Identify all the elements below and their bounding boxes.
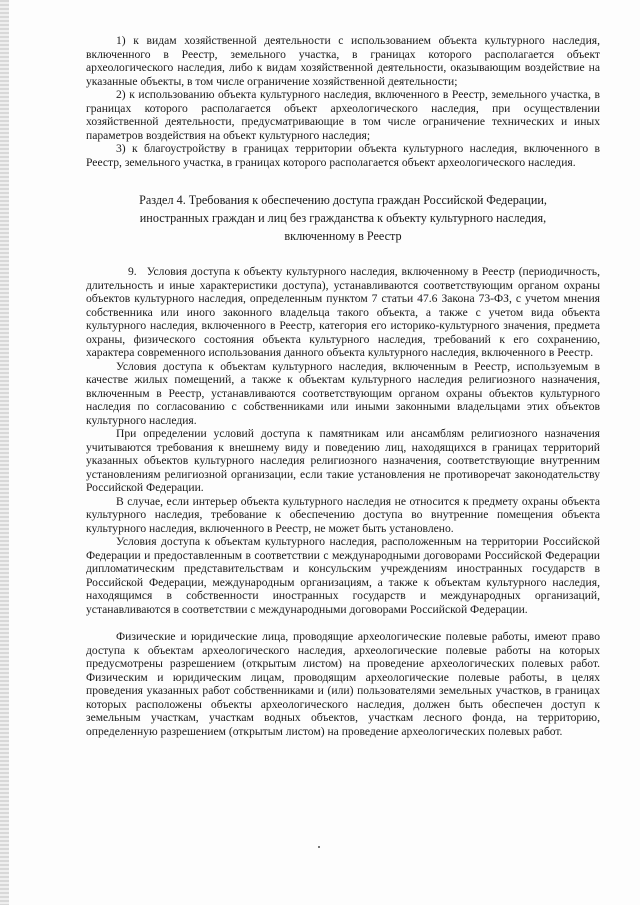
clause-9-text: Условия доступа к объекту культурного наследия, включенному в Реестр (периодичность, длительность и иные характеристики доступа), устанавливаются соответствующим органом охраны объектов культурного наследия, определенным пунктом 7 статьи 47.6 Закона 73-ФЗ, с учетом мнения собственника или иного законного владельца такого объекта, а также с учетом вида объекта культурного наследия, включенного в Реестр, категория его историко-культурного значения, предмета охраны, физического состояния объекта культурного наследия, требований к его сохранению, характера современного использования данного объекта культурного наследия, включенного в Реестр.	[86, 265, 600, 359]
list-item-3: 3) к благоустройству в границах территории объекта культурного наследия, включенного в Реестр, земельного участка, в границах которого располагается объект археологического наследия.	[86, 142, 600, 169]
clause-9	[86, 265, 600, 360]
document-page	[86, 34, 600, 738]
section-heading-line-1: Раздел 4. Требования к обеспечению доступа граждан Российской Федерации,	[139, 193, 547, 207]
paragraph-4: В случае, если интерьер объекта культурного наследия не относится к предмету охраны объекта культурного наследия, требование к обеспечению доступа во внутренние помещения объекта культурного наследия, включенного в Реестр, не может быть установлено.	[86, 494, 600, 535]
paragraph-6: Физические и юридические лица, проводящие археологические полевые работы, имеют право доступа к объектам археологического наследия, археологические полевые работы на которых предусмотрены разрешением (открытым листом) на проведение археологических полевых работ. Физическим и юридическим лицам, проводящим археологические полевые работы, в целях проведения указанных работ собственниками и (или) пользователями земельных участков, в границах которых расположены объекты археологического наследия, должен быть обеспечен доступ к земельным участкам, участкам водных объектов, участкам лесного фонда, на территорию, определенную разрешением (открытым листом) на проведение археологических полевых работ.	[86, 630, 600, 738]
paragraph-2: Условия доступа к объектам культурного наследия, включенным в Реестр, используемым в качестве жилых помещений, а также к объектам культурного наследия религиозного назначения, включенным в Реестр, устанавливаются соответствующим органом охраны объектов культурного наследия по согласованию с собственниками или иными законными владельцами этих объектов культурного наследия.	[86, 359, 600, 427]
section-heading	[86, 191, 600, 245]
paragraph-5: Условия доступа к объектам культурного наследия, расположенным на территории Российской Федерации и предоставленным в соответствии с международными договорами Российской Федерации дипломатическим представительствам и консульским учреждениям иностранных государств в Российской Федерации, международным организациям, а также к объектам культурного наследия, находящимся в собственности иностранных государств и международных организаций, устанавливаются в соответствии с международными договорами Российской Федерации.	[86, 535, 600, 616]
clause-number: 9.	[128, 265, 137, 278]
paragraph-3: При определении условий доступа к памятникам или ансамблям религиозного назначения учитываются требования к внешнему виду и поведению лиц, находящихся в границах территорий указанных объектов культурного наследия религиозного назначения, соответствующие внутренним установлениям религиозной организации, если такие установления не противоречат законодательству Российской Федерации.	[86, 427, 600, 494]
section-heading-line-2: иностранных граждан и лиц без гражданства к объекту культурного наследия,	[139, 211, 547, 225]
list-item-1: 1) к видам хозяйственной деятельности с использованием объекта культурного наследия, включенного в Реестр, земельного участка, в границах которого располагается объект археологического наследия, либо к видам хозяйственной деятельности, оказывающим воздействие на указанные объекты, в том числе ограничение хозяйственной деятельности;	[86, 34, 600, 88]
scan-dot	[318, 846, 320, 848]
section-heading-line-3: включенному в Реестр	[284, 229, 402, 243]
scan-edge	[0, 0, 9, 905]
list-item-2: 2) к использованию объекта культурного наследия, включенного в Реестр, земельного участка, в границах которого располагается объект археологического наследия, при осуществлении хозяйственной деятельности, предусматривающие в том числе ограничение технических и иных параметров воздействия на объект культурного наследия;	[86, 88, 600, 142]
paragraph-gap	[86, 616, 600, 630]
